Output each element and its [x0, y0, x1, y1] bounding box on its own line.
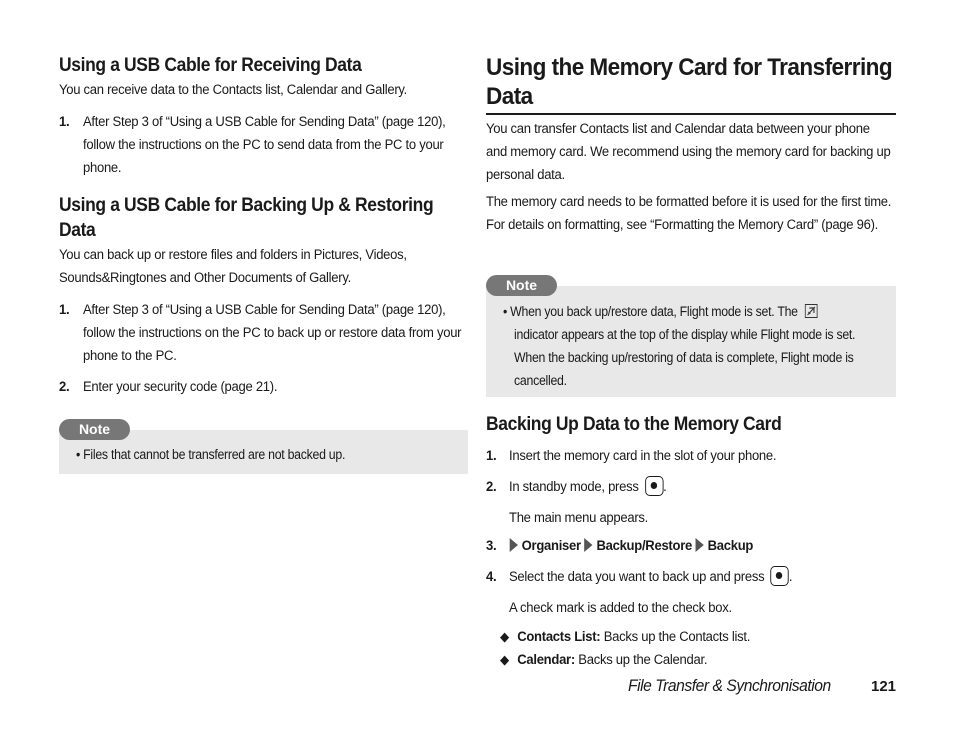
intro-paragraph-2: The memory card needs to be formatted before it is used for the first time. For details on formatting, see “Formatting the Memory Card” (page 96).	[486, 194, 892, 233]
title-rule	[486, 113, 896, 115]
step-number: 4.	[486, 569, 497, 585]
intro-paragraph-1: You can transfer Contacts list and Calendar data between your phone and memory card. We recommend using the memory card for backing up personal data.	[486, 121, 891, 183]
step-result: The main menu appears.	[509, 510, 649, 526]
step-number: 3.	[486, 538, 497, 554]
section-heading-backing-up: Backing Up Data to the Memory Card	[486, 414, 782, 435]
section-heading-receiving: Using a USB Cable for Receiving Data	[59, 55, 362, 76]
section-intro-receiving: You can receive data to the Contacts list, Calendar and Gallery.	[59, 82, 408, 98]
footer-section-title: File Transfer & Synchronisation	[628, 676, 831, 695]
note-text: • When you back up/restore data, Flight mode is set. The indicator appears at the top of the display while Flight mode is set. When the backing up/restoring of data is complete, Flight mode is cancelled.	[503, 304, 856, 388]
arrow-right-icon	[510, 538, 518, 552]
flight-mode-icon	[805, 304, 818, 318]
step-number: 1.	[486, 448, 497, 464]
step-text: After Step 3 of “Using a USB Cable for Sending Data” (page 120), follow the instructions on the PC to back up or restore data from your phone to the PC.	[83, 302, 462, 364]
arrow-right-icon	[696, 538, 704, 552]
step-number: 1.	[59, 114, 70, 130]
backing-up-step-2-result	[486, 507, 896, 530]
backing-up-step-3	[486, 535, 896, 558]
option-calendar: ◆ Calendar: Backs up the Calendar.	[486, 648, 896, 671]
step-number: 1.	[59, 302, 70, 318]
note-box	[486, 286, 896, 397]
backup-restore-step-1	[59, 299, 469, 369]
step-text: In standby mode, press .	[509, 476, 893, 499]
backup-restore-step-2	[59, 376, 469, 399]
note-text: • Files that cannot be transferred are not backed up.	[76, 447, 346, 462]
menu-path: Organiser Backup/Restore Backup	[506, 535, 892, 558]
step-text: After Step 3 of “Using a USB Cable for Sending Data” (page 120), follow the instructions on the PC to send data from the PC to your phone.	[83, 114, 446, 176]
section-intro-backup-restore: You can back up or restore files and folders in Pictures, Videos, Sounds&Ringtones and Other Documents of Gallery.	[59, 247, 407, 286]
step-text: Enter your security code (page 21).	[83, 379, 278, 395]
backing-up-step-4	[486, 566, 896, 589]
step-number: 2.	[59, 379, 70, 395]
backing-up-step-4-result	[486, 597, 896, 620]
note-label: Note	[59, 419, 130, 440]
section-heading-backup-restore: Using a USB Cable for Backing Up & Restoring Data	[59, 195, 434, 241]
center-key-icon	[645, 476, 663, 496]
backing-up-step-1	[486, 445, 896, 468]
option-contacts-list: ◆ Contacts List: Backs up the Contacts list.	[486, 625, 896, 648]
backing-up-step-2	[486, 476, 896, 499]
diamond-bullet-icon: ◆	[500, 629, 509, 644]
center-key-icon	[770, 566, 788, 586]
step-text: Insert the memory card in the slot of your phone.	[509, 448, 777, 464]
step-text: Select the data you want to back up and press .	[509, 566, 893, 589]
receiving-step-1	[59, 111, 469, 181]
page-number: 121	[871, 678, 897, 695]
diamond-bullet-icon: ◆	[500, 652, 509, 667]
page-title: Using the Memory Card for Transferring Data	[486, 54, 893, 110]
step-result: A check mark is added to the check box.	[509, 600, 732, 616]
step-number: 2.	[486, 479, 497, 495]
arrow-right-icon	[585, 538, 593, 552]
note-label: Note	[486, 275, 557, 296]
